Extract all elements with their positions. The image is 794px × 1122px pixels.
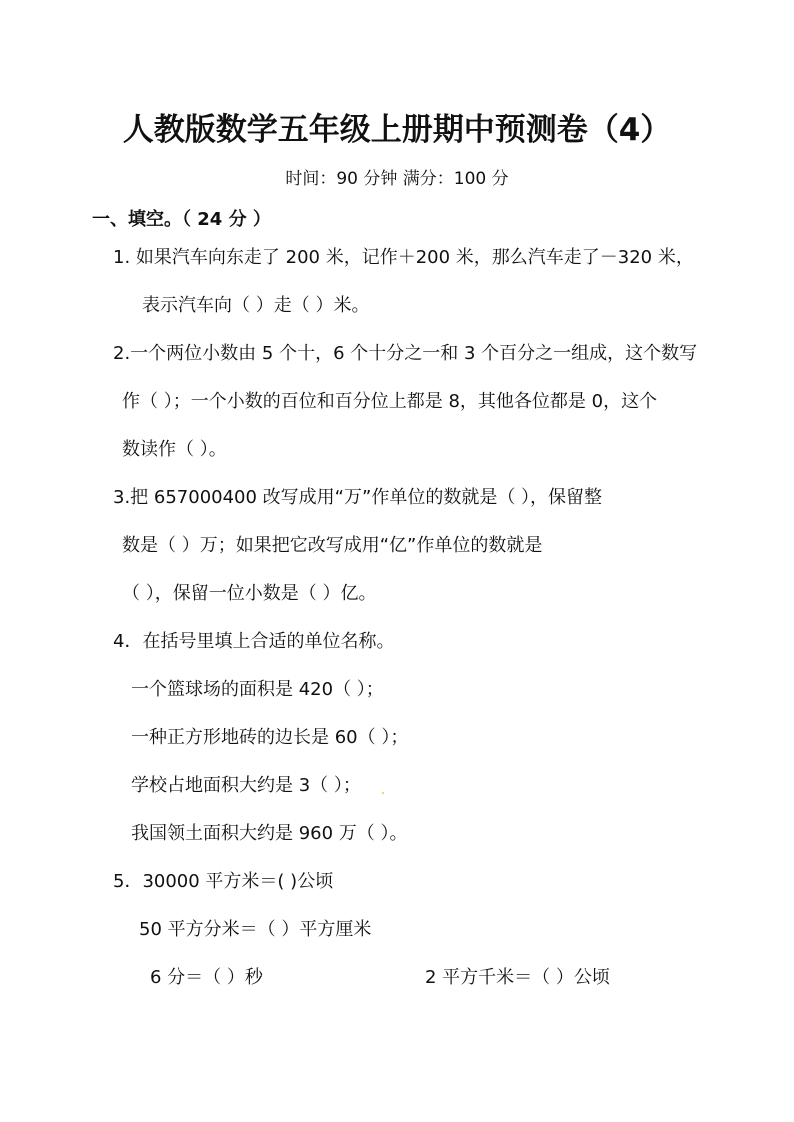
question-3-line-1: 3.把 657000400 改写成用“万”作单位的数就是（ ），保留整 <box>113 487 603 508</box>
question-5-line-3-right: 2 平方千米＝（ ）公顷 <box>425 967 610 988</box>
question-1-line-1: 1. 如果汽车向东走了 200 米，记作＋200 米，那么汽车走了－320 米， <box>113 247 694 268</box>
question-2-line-3: 数读作（ ）。 <box>122 439 227 460</box>
question-5-line-2: 50 平方分米＝（ ）平方厘米 <box>139 919 372 940</box>
question-4-item-2: 一种正方形地砖的边长是 60（ ）； <box>131 727 409 748</box>
exam-info: 时间：90 分钟 满分：100 分 <box>285 169 509 189</box>
question-5-line-1: 5．30000 平方米＝( )公顷 <box>113 871 334 892</box>
question-3-line-2: 数是（ ）万；如果把它改写成用“亿”作单位的数就是 <box>122 535 543 556</box>
question-4-item-4: 我国领土面积大约是 960 万（ ）。 <box>131 823 408 844</box>
question-4-instruction: 4．在括号里填上合适的单位名称。 <box>113 631 395 652</box>
question-3-line-3: （ ），保留一位小数是（ ）亿。 <box>122 583 377 604</box>
page-title: 人教版数学五年级上册期中预测卷（4） <box>122 112 672 148</box>
section-heading-fill-blanks: 一、填空。（ 24 分 ） <box>92 209 271 230</box>
question-2-line-2: 作（ ）；一个小数的百位和百分位上都是 8，其他各位都是 0，这个 <box>122 391 658 412</box>
speck-mark <box>382 792 384 794</box>
question-4-item-1: 一个篮球场的面积是 420（ ）； <box>131 679 384 700</box>
question-4-item-3: 学校占地面积大约是 3（ ）； <box>131 775 361 796</box>
question-1-line-2: 表示汽车向（ ）走（ ）米。 <box>142 295 370 316</box>
question-5-line-3-left: 6 分＝（ ）秒 <box>150 967 263 988</box>
question-2-line-1: 2.一个两位小数由 5 个十，6 个十分之一和 3 个百分之一组成，这个数写 <box>113 343 698 364</box>
